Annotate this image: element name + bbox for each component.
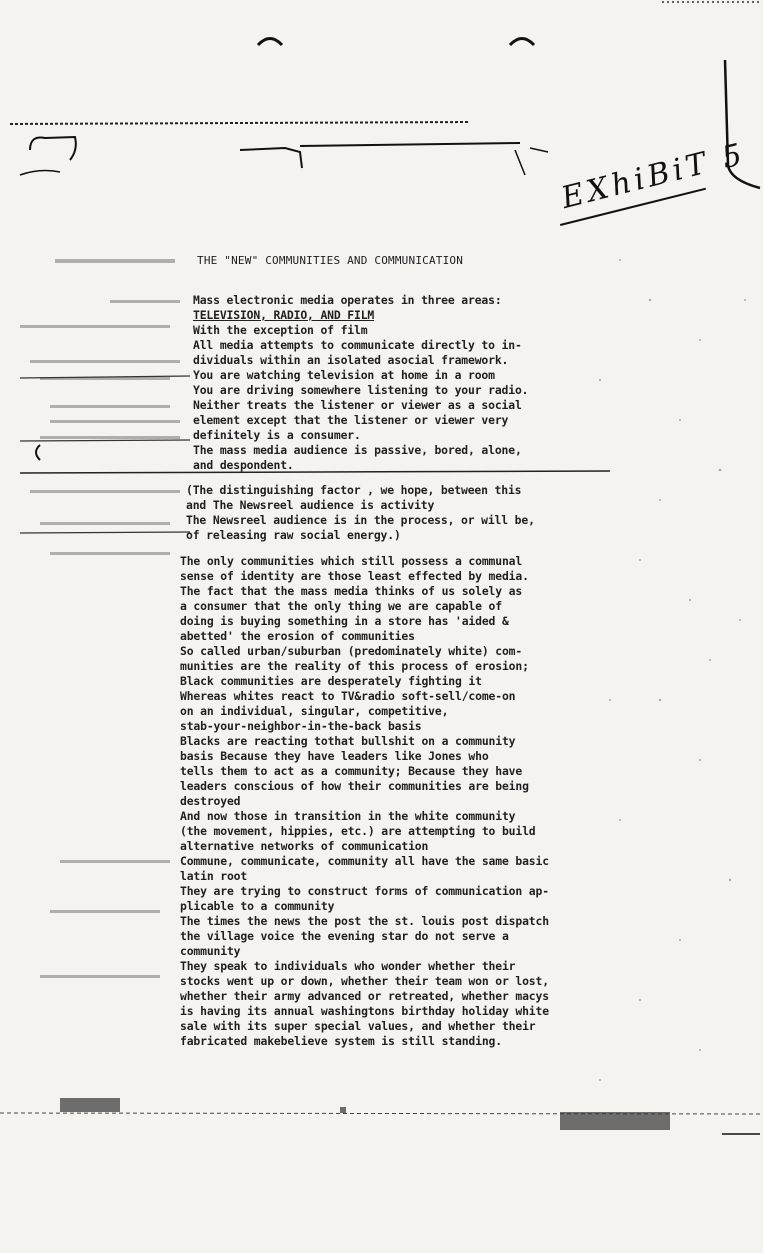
text-line: sale with its super special values, and whether their [180, 1019, 536, 1033]
text-line: You are driving somewhere listening to your radio. [193, 383, 529, 397]
text-line: They speak to individuals who wonder whether their [180, 959, 516, 973]
text-line: The fact that the mass media thinks of us solely as [180, 584, 523, 598]
text-line: (the movement, hippies, etc.) are attempting to build [180, 824, 536, 838]
text-line: community [180, 944, 241, 958]
text-line: The times the news the post the st. louis post dispatch [180, 914, 549, 928]
text-line: is having its annual washingtons birthday holiday white [180, 1004, 549, 1018]
text-line: Whereas whites react to TV&radio soft-sell/come-on [180, 689, 516, 703]
text-line: stab-your-neighbor-in-the-back basis [180, 719, 422, 733]
paragraph-mass-media [193, 293, 528, 473]
text-line: The Newsreel audience is in the process, or will be, [186, 513, 535, 527]
document-title: THE "NEW" COMMUNITIES AND COMMUNICATION [197, 254, 464, 267]
text-line: on an individual, singular, competitive, [180, 704, 449, 718]
text-line: tells them to act as a community; Because they have [180, 764, 523, 778]
text-line: abetted' the erosion of communities [180, 629, 415, 643]
text-line: sense of identity are those least effected by media. [180, 569, 529, 583]
text-line: (The distinguishing factor , we hope, between this [186, 483, 522, 497]
text-line: a consumer that the only thing we are capable of [180, 599, 502, 613]
text-line: The only communities which still possess a communal [180, 554, 523, 568]
text-line: whether their army advanced or retreated, whether macys [180, 989, 549, 1003]
paragraph-communities [180, 554, 549, 1049]
text-line: Commune, communicate, community all have the same basic [180, 854, 549, 868]
text-line: And now those in transition in the white community [180, 809, 516, 823]
text-line: element except that the listener or viewer very [193, 413, 509, 427]
text-line: All media attempts to communicate directly to in- [193, 338, 522, 352]
text-line: latin root [180, 869, 248, 883]
text-line: destroyed [180, 794, 241, 808]
text-line: of releasing raw social energy.) [186, 528, 401, 542]
text-line: the village voice the evening star do not serve a [180, 929, 509, 943]
text-line: They are trying to construct forms of communication ap- [180, 884, 549, 898]
text-line: You are watching television at home in a room [193, 368, 495, 382]
text-line: With the exception of film [193, 323, 368, 337]
text-line: and The Newsreel audience is activity [186, 498, 435, 512]
text-line: The mass media audience is passive, bored, alone, [193, 443, 522, 457]
paragraph-newsreel [186, 483, 535, 543]
text-line: TELEVISION, RADIO, AND FILM [193, 308, 375, 322]
text-line: doing is buying something in a store has 'aided & [180, 614, 509, 628]
text-line: basis Because they have leaders like Jones who [180, 749, 489, 763]
text-line: Blacks are reacting tothat bullshit on a community [180, 734, 516, 748]
text-line: fabricated makebelieve system is still standing. [180, 1034, 502, 1048]
text-line: leaders conscious of how their communities are being [180, 779, 529, 793]
text-line: plicable to a community [180, 899, 335, 913]
text-line: munities are the reality of this process of erosion; [180, 659, 529, 673]
text-line: dividuals within an isolated asocial framework. [193, 353, 509, 367]
text-line: Neither treats the listener or viewer as a social [193, 398, 522, 412]
text-line: Black communities are desperately fighting it [180, 674, 482, 688]
exhibit-stamp: EXhiBiT 5 [558, 136, 750, 216]
text-line: Mass electronic media operates in three areas: [193, 293, 502, 307]
text-line: stocks went up or down, whether their team won or lost, [180, 974, 549, 988]
text-line: alternative networks of communication [180, 839, 429, 853]
text-line: and despondent. [193, 458, 294, 472]
text-line: definitely is a consumer. [193, 428, 361, 442]
text-line: So called urban/suburban (predominately white) com- [180, 644, 523, 658]
